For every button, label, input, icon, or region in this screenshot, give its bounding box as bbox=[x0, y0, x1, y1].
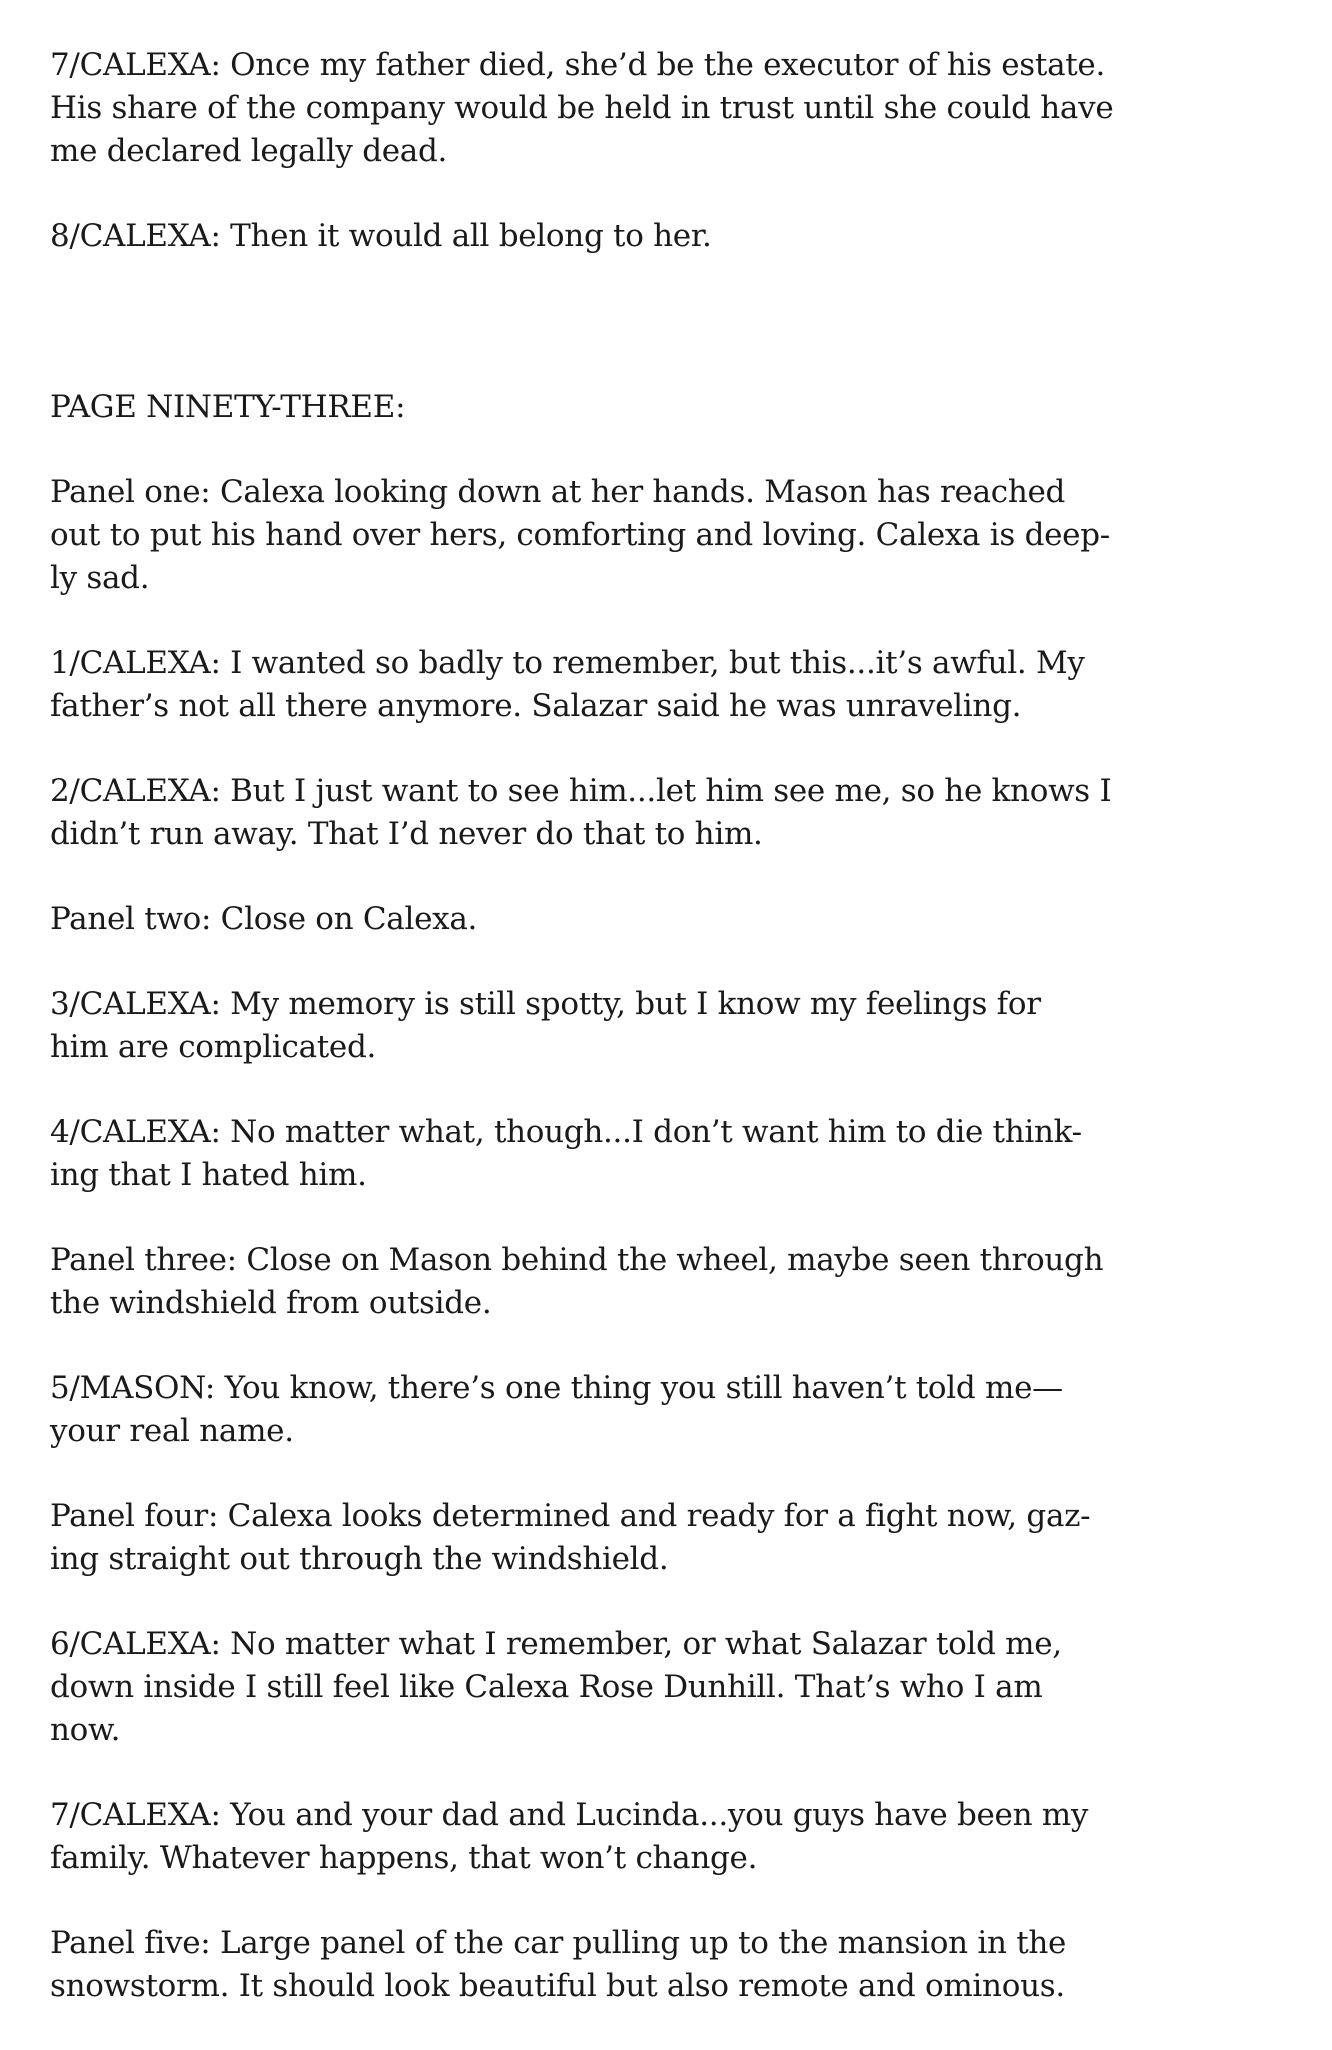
dialogue-7-calexa-family: 7/CALEXA: You and your dad and Lucinda...you guys have been my family. Whatever happens, that won’t change. bbox=[50, 1797, 1089, 1876]
panel-three-description: Panel three: Close on Mason behind the wheel, maybe seen through the windshield from outside. bbox=[50, 1242, 1104, 1321]
script-page bbox=[50, 44, 1230, 2050]
dialogue-2-calexa: 2/CALEXA: But I just want to see him...let him see me, so he knows I didn’t run away. That I’d never do that to him. bbox=[50, 773, 1112, 852]
dialogue-7-calexa-executor: 7/CALEXA: Once my father died, she’d be the executor of his estate. His share of the company would be held in trust until she could have me declared legally dead. bbox=[50, 47, 1114, 169]
panel-one-description: Panel one: Calexa looking down at her hands. Mason has reached out to put his hand over hers, comforting and loving. Calexa is deep- ly sad. bbox=[50, 474, 1110, 596]
page-heading: PAGE NINETY-THREE: bbox=[50, 389, 406, 425]
dialogue-1-calexa: 1/CALEXA: I wanted so badly to remember, but this...it’s awful. My father’s not all there anymore. Salazar said he was unraveling. bbox=[50, 645, 1085, 724]
dialogue-4-calexa: 4/CALEXA: No matter what, though...I don’t want him to die think- ing that I hated him. bbox=[50, 1114, 1082, 1193]
dialogue-3-calexa: 3/CALEXA: My memory is still spotty, but I know my feelings for him are complicated. bbox=[50, 986, 1041, 1065]
dialogue-5-mason: 5/MASON: You know, there’s one thing you still haven’t told me— your real name. bbox=[50, 1370, 1063, 1449]
dialogue-8-calexa-belong: 8/CALEXA: Then it would all belong to her. bbox=[50, 218, 712, 254]
dialogue-6-calexa: 6/CALEXA: No matter what I remember, or what Salazar told me, down inside I still feel like Calexa Rose Dunhill. That’s who I am now. bbox=[50, 1626, 1062, 1748]
panel-four-description: Panel four: Calexa looks determined and ready for a fight now, gaz- ing straight out through the windshield. bbox=[50, 1498, 1091, 1577]
panel-two-description: Panel two: Close on Calexa. bbox=[50, 901, 478, 937]
panel-five-description: Panel five: Large panel of the car pulling up to the mansion in the snowstorm. It should look beautiful but also remote and ominous. bbox=[50, 1925, 1067, 2004]
